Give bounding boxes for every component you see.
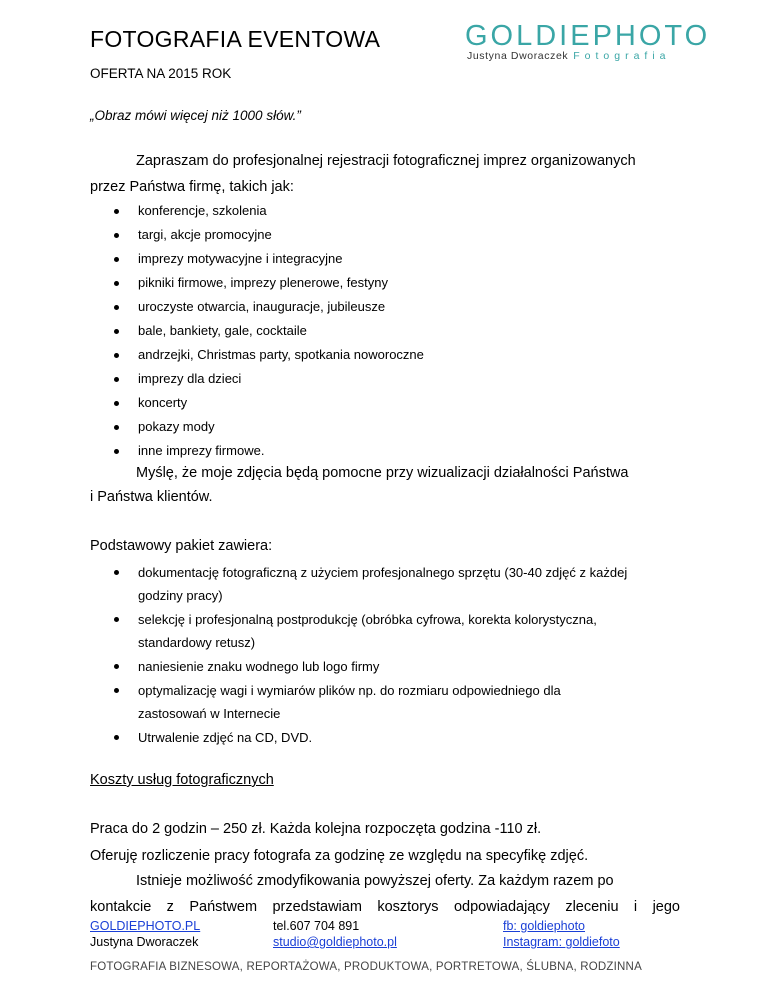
logo-name: Justyna Dworaczek	[467, 50, 569, 62]
package-heading: Podstawowy pakiet zawiera:	[90, 538, 273, 554]
bullet-icon	[90, 319, 138, 320]
footer-col-1	[90, 918, 200, 950]
bullet-icon	[90, 295, 138, 296]
closing-line-1: Myślę, że moje zdjęcia będą pomocne przy wizualizacji działalności Państwa	[136, 465, 629, 481]
list-item: konferencje, szkolenia	[90, 199, 710, 223]
costs-line-1: Praca do 2 godzin – 250 zł. Każda kolejna rozpoczęta godzina -110 zł.	[90, 821, 542, 837]
goldiephoto-logo: GOLDIEPHOTO	[465, 20, 711, 52]
bullet-icon	[90, 415, 138, 416]
list-item: pikniki firmowe, imprezy plenerowe, festyny	[90, 271, 710, 295]
list-item: imprezy dla dzieci	[90, 367, 710, 391]
bullet-icon	[90, 608, 138, 609]
bullet-icon	[90, 679, 138, 680]
page-subtitle: OFERTA NA 2015 ROK	[90, 66, 232, 81]
costs-line-4: kontakcie z Państwem przedstawiam kosztorys odpowiadający zleceniu i jego	[90, 899, 680, 915]
instagram-link[interactable]: Instagram: goldiefoto	[503, 935, 620, 949]
bullet-icon	[90, 726, 138, 727]
email-link[interactable]: studio@goldiephoto.pl	[273, 935, 397, 949]
list-item: naniesienie znaku wodnego lub logo firmy	[90, 655, 710, 678]
footer-col-3	[503, 918, 620, 950]
list-item: targi, akcje promocyjne	[90, 223, 710, 247]
package-list	[90, 561, 710, 750]
list-item: optymalizację wagi i wymiarów plików np. do rozmiaru odpowiedniego dla zastosowań w Internecie	[90, 679, 710, 725]
page-title: FOTOGRAFIA EVENTOWA	[90, 26, 381, 52]
quote: „Obraz mówi więcej niż 1000 słów.”	[90, 108, 301, 123]
bullet-icon	[90, 247, 138, 248]
intro-line-1: Zapraszam do profesjonalnej rejestracji fotograficznej imprez organizowanych	[136, 153, 636, 169]
facebook-link[interactable]: fb: goldiephoto	[503, 919, 586, 933]
footer-col-2	[273, 918, 397, 950]
footer-tagline: FOTOGRAFIA BIZNESOWA, REPORTAŻOWA, PRODUKTOWA, PORTRETOWA, ŚLUBNA, RODZINNA	[90, 961, 642, 973]
list-item: uroczyste otwarcia, inauguracje, jubileusze	[90, 295, 710, 319]
closing-line-2: i Państwa klientów.	[90, 489, 213, 505]
bullet-icon	[90, 439, 138, 440]
bullet-icon	[90, 655, 138, 656]
logo-fotografia: Fotografia	[573, 50, 671, 62]
bullet-icon	[90, 367, 138, 368]
list-item: inne imprezy firmowe.	[90, 439, 710, 463]
list-item: bale, bankiety, gale, cocktaile	[90, 319, 710, 343]
list-item: dokumentację fotograficzną z użyciem profesjonalnego sprzętu (30-40 zdjęć z każdej godziny pracy)	[90, 561, 710, 607]
costs-line-2: Oferuję rozliczenie pracy fotografa za godzinę ze względu na specyfikę zdjęć.	[90, 848, 589, 864]
list-item: andrzejki, Christmas party, spotkania noworoczne	[90, 343, 710, 367]
site-link[interactable]: GOLDIEPHOTO.PL	[90, 919, 201, 933]
bullet-icon	[90, 271, 138, 272]
footer-name: Justyna Dworaczek	[90, 935, 199, 949]
costs-line-3: Istnieje możliwość zmodyfikowania powyższej oferty. Za każdym razem po	[136, 873, 614, 889]
costs-heading: Koszty usług fotograficznych	[90, 772, 274, 788]
event-types-list	[90, 199, 710, 463]
list-item: Utrwalenie zdjęć na CD, DVD.	[90, 726, 710, 749]
list-item: imprezy motywacyjne i integracyjne	[90, 247, 710, 271]
list-item: koncerty	[90, 391, 710, 415]
bullet-icon	[90, 223, 138, 224]
bullet-icon	[90, 561, 138, 562]
bullet-icon	[90, 199, 138, 200]
footer-phone: tel.607 704 891	[273, 919, 360, 933]
list-item: selekcję i profesjonalną postprodukcję (obróbka cyfrowa, korekta kolorystyczna, standardowy retusz)	[90, 608, 710, 654]
logo-tagline	[467, 50, 671, 62]
bullet-icon	[90, 343, 138, 344]
list-item: pokazy mody	[90, 415, 710, 439]
bullet-icon	[90, 391, 138, 392]
intro-line-2: przez Państwa firmę, takich jak:	[90, 179, 294, 195]
